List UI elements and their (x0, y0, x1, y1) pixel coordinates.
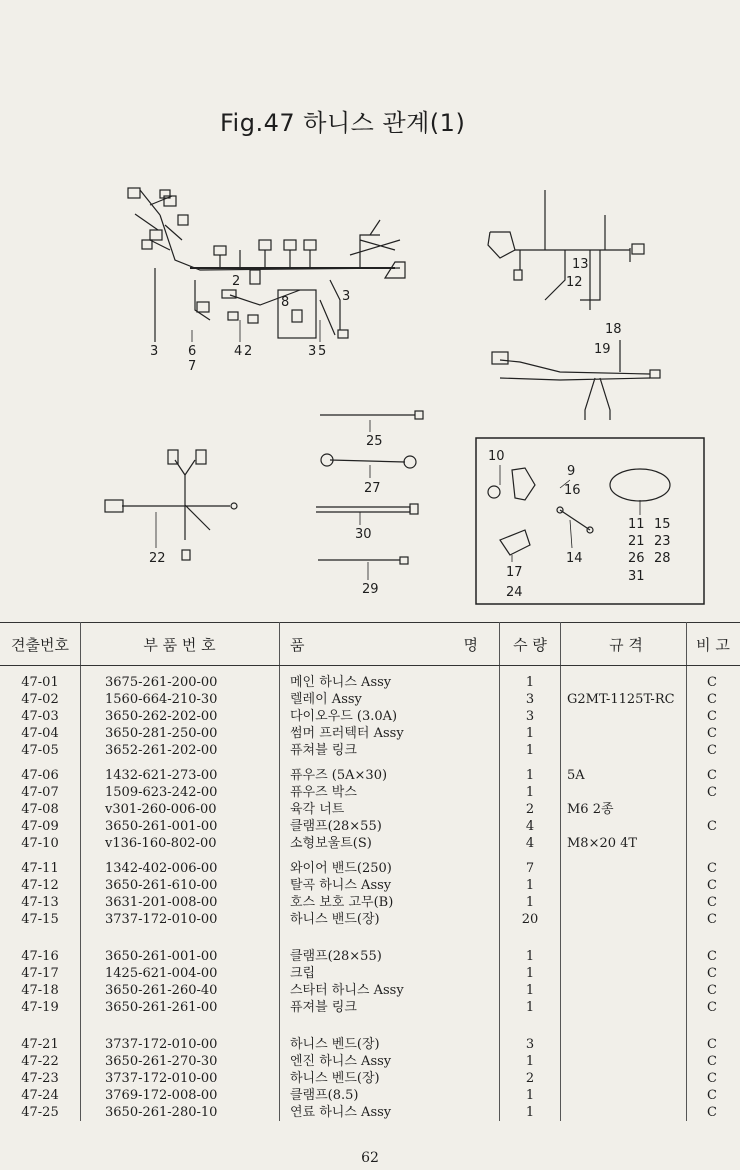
row-no: 47-25 (0, 1104, 81, 1121)
callout: 12 (566, 275, 583, 290)
callout: 21 (628, 534, 645, 549)
row-name: 와이어 밴드(250) (280, 860, 500, 877)
callout: 30 (355, 527, 372, 542)
callout: 6 (188, 344, 197, 359)
row-qty: 7 (500, 860, 561, 877)
row-no: 47-19 (0, 999, 81, 1016)
row-qty: 20 (500, 911, 561, 928)
row-note: C (707, 983, 717, 998)
row-spec (561, 999, 687, 1016)
row-no: 47-15 (0, 911, 81, 928)
row-name: 소형보울트(S) (280, 835, 500, 852)
row-part-number: 3650-261-001-00 (81, 818, 280, 835)
row-no: 47-11 (0, 860, 81, 877)
callout: 7 (188, 359, 197, 374)
row-part-number: 3650-261-270-30 (81, 1053, 280, 1070)
row-note: C (707, 966, 717, 981)
table-row (0, 1036, 740, 1053)
row-note: C (707, 1000, 717, 1015)
callout: 18 (605, 322, 622, 337)
table-header-row (0, 623, 740, 666)
row-note: C (707, 861, 717, 876)
callout-labels (149, 257, 671, 600)
leader-lines (155, 320, 640, 580)
row-name: 렐레이 Assy (280, 691, 500, 708)
row-name: 퓨우즈 (5A×30) (280, 767, 500, 784)
header-name-left: 품 (290, 635, 305, 654)
row-name: 메인 하니스 Assy (280, 674, 500, 691)
row-name: 호스 보호 고무(B) (280, 894, 500, 911)
header-name-right: 명 (463, 635, 478, 654)
row-part-number: v136-160-802-00 (81, 835, 280, 852)
row-note (687, 835, 740, 852)
table-row (0, 767, 740, 784)
row-name: 탈곡 하니스 Assy (280, 877, 500, 894)
row-qty: 1 (500, 784, 561, 801)
callout: 5 (318, 344, 327, 359)
main-harness-drawing (128, 188, 405, 342)
row-no: 47-09 (0, 818, 81, 835)
row-spec (561, 1036, 687, 1053)
callout: 3 (342, 289, 351, 304)
row-qty: 1 (500, 1104, 561, 1121)
row-qty: 1 (500, 877, 561, 894)
row-part-number: 3737-172-010-00 (81, 1070, 280, 1087)
row-name: 하니스 벤드(장) (280, 1036, 500, 1053)
row-spec (561, 948, 687, 965)
callout: 27 (364, 481, 381, 496)
header-no: 견출번호 (0, 623, 81, 666)
row-qty: 2 (500, 1070, 561, 1087)
row-spec (561, 1070, 687, 1087)
table-row (0, 860, 740, 877)
row-part-number: 3675-261-200-00 (81, 674, 280, 691)
row-spec (561, 911, 687, 928)
row-no: 47-05 (0, 742, 81, 759)
row-note: C (707, 1054, 717, 1069)
row-spec (561, 1087, 687, 1104)
row-spec (561, 742, 687, 759)
row-qty: 4 (500, 835, 561, 852)
row-note: C (707, 912, 717, 927)
row-spec (561, 965, 687, 982)
row-spec (561, 818, 687, 835)
callout: 16 (564, 483, 581, 498)
callout: 10 (488, 449, 505, 464)
callout: 25 (366, 434, 383, 449)
row-no: 47-21 (0, 1036, 81, 1053)
row-note: C (707, 949, 717, 964)
row-part-number: 1560-664-210-30 (81, 691, 280, 708)
callout: 15 (654, 517, 671, 532)
engine-harness-drawing (105, 450, 237, 560)
threshing-harness-drawing (488, 190, 644, 310)
row-qty: 1 (500, 742, 561, 759)
table-row (0, 911, 740, 928)
callout: 29 (362, 582, 379, 597)
row-note: C (707, 1037, 717, 1052)
callout: 22 (149, 551, 166, 566)
row-name: 엔진 하니스 Assy (280, 1053, 500, 1070)
row-part-number: 1342-402-006-00 (81, 860, 280, 877)
table-body (0, 666, 740, 1122)
row-qty: 1 (500, 1053, 561, 1070)
callout: 23 (654, 534, 671, 549)
row-note: C (707, 785, 717, 800)
header-note: 비 고 (687, 623, 740, 666)
row-qty: 1 (500, 725, 561, 742)
table-row (0, 674, 740, 691)
row-name: 크립 (280, 965, 500, 982)
callout: 11 (628, 517, 645, 532)
row-qty: 1 (500, 999, 561, 1016)
row-spec (561, 894, 687, 911)
row-qty: 3 (500, 1036, 561, 1053)
row-qty: 1 (500, 894, 561, 911)
row-note: C (707, 1088, 717, 1103)
row-spec (561, 982, 687, 999)
row-part-number: 3631-201-008-00 (81, 894, 280, 911)
row-part-number: 3650-261-610-00 (81, 877, 280, 894)
table-row (0, 691, 740, 708)
row-no: 47-23 (0, 1070, 81, 1087)
row-note: C (707, 768, 717, 783)
table-row (0, 894, 740, 911)
row-qty: 3 (500, 691, 561, 708)
table-row (0, 1104, 740, 1121)
row-part-number: 3650-281-250-00 (81, 725, 280, 742)
row-part-number: v301-260-006-00 (81, 801, 280, 818)
table-row (0, 999, 740, 1016)
row-name: 클램프(28×55) (280, 948, 500, 965)
table-row (0, 965, 740, 982)
callout: 8 (281, 295, 290, 310)
row-no: 47-13 (0, 894, 81, 911)
callout: 13 (572, 257, 589, 272)
table-row (0, 784, 740, 801)
row-name: 하니스 밴드(장) (280, 911, 500, 928)
row-no: 47-17 (0, 965, 81, 982)
row-no: 47-01 (0, 674, 81, 691)
row-qty: 1 (500, 965, 561, 982)
row-name: 클램프(28×55) (280, 818, 500, 835)
table-row (0, 948, 740, 965)
table-row (0, 982, 740, 999)
row-qty: 4 (500, 818, 561, 835)
row-part-number: 3650-261-001-00 (81, 948, 280, 965)
row-no: 47-24 (0, 1087, 81, 1104)
callout: 2 (232, 274, 241, 289)
callout: 14 (566, 551, 583, 566)
callout: 28 (654, 551, 671, 566)
row-note: C (707, 878, 717, 893)
callout: 3 (308, 344, 317, 359)
figure-title: Fig.47 하니스 관계(1) (220, 109, 466, 137)
row-no: 47-02 (0, 691, 81, 708)
row-part-number: 3769-172-008-00 (81, 1087, 280, 1104)
row-name: 스타터 하니스 Assy (280, 982, 500, 999)
table-row (0, 742, 740, 759)
row-note: C (707, 709, 717, 724)
row-note: C (707, 726, 717, 741)
row-part-number: 3650-261-261-00 (81, 999, 280, 1016)
callout: 17 (506, 565, 523, 580)
row-spec (561, 674, 687, 691)
row-part-number: 3652-261-202-00 (81, 742, 280, 759)
row-note: C (707, 819, 717, 834)
row-no: 47-16 (0, 948, 81, 965)
row-part-number: 1509-623-242-00 (81, 784, 280, 801)
table-row (0, 835, 740, 852)
table-row (0, 708, 740, 725)
table-row (0, 801, 740, 818)
row-note (687, 801, 740, 818)
row-no: 47-07 (0, 784, 81, 801)
row-qty: 1 (500, 982, 561, 999)
row-spec: M6 2종 (561, 801, 687, 818)
row-name: 퓨우즈 박스 (280, 784, 500, 801)
row-spec (561, 1053, 687, 1070)
row-name: 퓨져블 링크 (280, 999, 500, 1016)
row-spec (561, 784, 687, 801)
row-no: 47-08 (0, 801, 81, 818)
row-spec (561, 708, 687, 725)
row-no: 47-04 (0, 725, 81, 742)
row-spec: 5A (561, 767, 687, 784)
row-name: 썸머 프러텍터 Assy (280, 725, 500, 742)
row-name: 육각 너트 (280, 801, 500, 818)
row-name: 클램프(8.5) (280, 1087, 500, 1104)
row-no: 47-22 (0, 1053, 81, 1070)
callout: 31 (628, 569, 645, 584)
callout: 2 (244, 344, 253, 359)
parts-table (0, 622, 740, 1121)
row-spec: M8×20 4T (561, 835, 687, 852)
table-row (0, 725, 740, 742)
header-part-number: 부 품 번 호 (81, 623, 280, 666)
row-note: C (707, 675, 717, 690)
row-name: 퓨쳐블 링크 (280, 742, 500, 759)
row-no: 47-12 (0, 877, 81, 894)
starter-harness-drawing (492, 340, 660, 420)
row-part-number: 3737-172-010-00 (81, 911, 280, 928)
row-qty: 1 (500, 674, 561, 691)
row-name: 하니스 벤드(장) (280, 1070, 500, 1087)
callout: 3 (150, 344, 159, 359)
row-part-number: 1425-621-004-00 (81, 965, 280, 982)
row-qty: 3 (500, 708, 561, 725)
row-spec: G2MT-1125T-RC (561, 691, 687, 708)
row-part-number: 1432-621-273-00 (81, 767, 280, 784)
row-note: C (707, 1105, 717, 1120)
callout: 4 (234, 344, 243, 359)
row-no: 47-03 (0, 708, 81, 725)
row-part-number: 3650-261-280-10 (81, 1104, 280, 1121)
row-name: 다이오우드 (3.0A) (280, 708, 500, 725)
header-qty: 수 량 (500, 623, 561, 666)
callout: 9 (567, 464, 576, 479)
callout: 19 (594, 342, 611, 357)
row-qty: 2 (500, 801, 561, 818)
callout: 24 (506, 585, 523, 600)
row-part-number: 3737-172-010-00 (81, 1036, 280, 1053)
row-qty: 1 (500, 767, 561, 784)
row-note: C (707, 692, 717, 707)
row-note: C (707, 743, 717, 758)
row-note: C (707, 895, 717, 910)
header-spec: 규 격 (561, 623, 687, 666)
row-spec (561, 1104, 687, 1121)
table-row (0, 818, 740, 835)
table-row (0, 877, 740, 894)
table-row (0, 1053, 740, 1070)
row-qty: 1 (500, 1087, 561, 1104)
row-no: 47-10 (0, 835, 81, 852)
row-no: 47-18 (0, 982, 81, 999)
header-name (280, 623, 500, 666)
row-no: 47-06 (0, 767, 81, 784)
row-name: 연료 하니스 Assy (280, 1104, 500, 1121)
callout: 26 (628, 551, 645, 566)
page-number: 62 (361, 1150, 379, 1166)
table-row (0, 1070, 740, 1087)
row-note: C (707, 1071, 717, 1086)
row-spec (561, 725, 687, 742)
row-part-number: 3650-262-202-00 (81, 708, 280, 725)
row-part-number: 3650-261-260-40 (81, 982, 280, 999)
row-spec (561, 877, 687, 894)
row-qty: 1 (500, 948, 561, 965)
row-spec (561, 860, 687, 877)
table-row (0, 1087, 740, 1104)
